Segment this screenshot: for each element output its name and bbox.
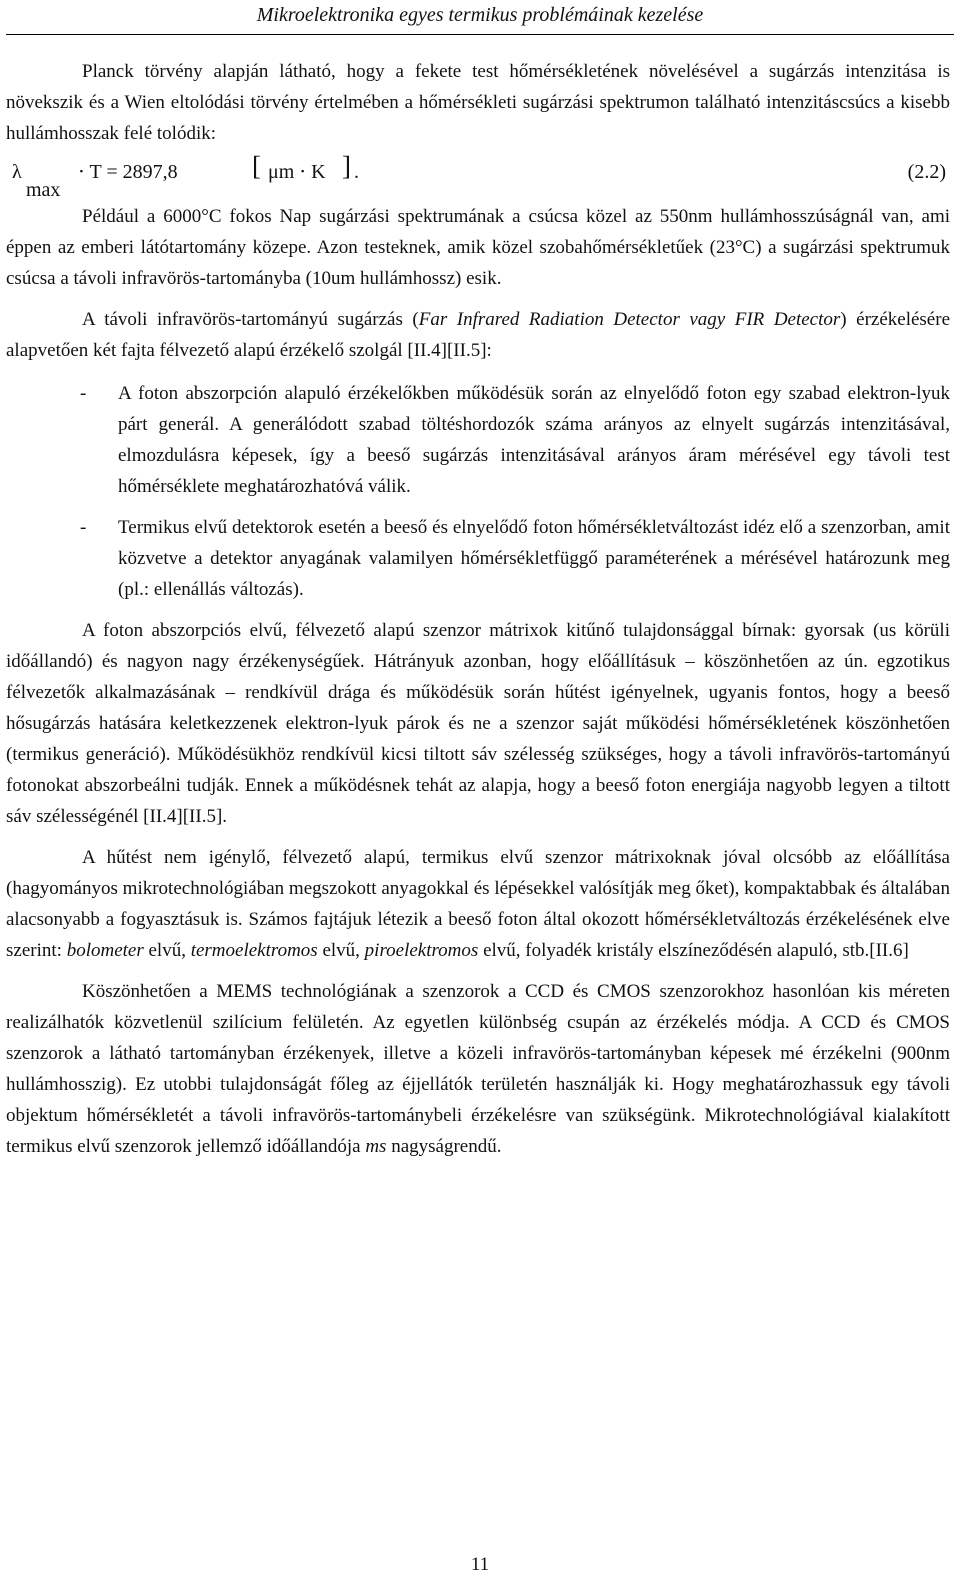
list-item-photon: - A foton abszorpción alapuló érzékelőkben működésük során az elnyelődő foton egy szabad elektron-lyuk párt generál. A generálódott szabad töltéshordozók száma arányos az elnyelt sugárzás intenzitásával, elmozdulásra képesek, így a beeső sugárzás intenzitásával arányos áram mérésével egy távoli test hőmérséklete meghatározhatóvá válik.	[6, 378, 950, 502]
list-item-thermal: - Termikus elvű detektorok esetén a beeső és elnyelődő foton hőmérsékletváltozást idéz elő a szenzorban, amit közvetve a detektor anyagának valamilyen hőmérsékletfüggő paraméterének a mérésével határozunk meg (pl.: ellenállás változás).	[6, 512, 950, 605]
paragraph-sun-spectrum: Például a 6000°C fokos Nap sugárzási spektrumának a csúcsa közel az 550nm hullámhosszúságnál van, ami éppen az emberi látótartomány közepe. Azon testeknek, amik közel szobahőmérsékletűek (23°C) a sugárzási spektrumuk csúcsa a távoli infravörös-tartományba (10um hullámhossz) esik.	[6, 206, 950, 289]
header-rule	[6, 34, 954, 35]
paragraph-planck: Planck törvény alapján látható, hogy a fekete test hőmérsékletének növelésével a sugárzás intenzitása is növekszik és a Wien eltolódási törvény értelmében a hőmérsékleti sugárzási spektrumon található intenzitáscsúcs a kisebb hullámhosszak felé tolódik:	[6, 61, 950, 144]
fir-term: Far Infrared Radiation Detector vagy FIR Detector	[418, 309, 841, 330]
running-header: Mikroelektronika egyes termikus problémáinak kezelése	[256, 4, 704, 26]
equation-unit: μm ⋅ K	[268, 161, 326, 183]
dash-marker: -	[80, 517, 87, 538]
paragraph-mems: Köszönhetően a MEMS technológiának a szenzorok a CCD és CMOS szenzorokhoz hasonlóan kis méreten realizálhatók közvetlenül szilícium felületén. Az egyetlen különbség csupán az érzékelés módja. A CCD és CMOS szenzorok a látható tartományban érzékenyek, illetve a közeli infravörös-tartományban képesek mé érzékelni (900nm hullámhosszig). Ez utobbi tulajdonságát főleg az éjjellátók területén használják ki. Hogy meghatározhassuk egy távoli objektum hőmérsékletét a távoli infravörös-tartománybeli érzékelésre van szükségünk. Mikrotechnológiával kialakított termikus elvű szenzorok jellemző időállandója ms nagyságrendű.	[6, 981, 950, 1157]
page-number: 11	[470, 1554, 490, 1575]
paragraph-photon-matrix: A foton abszorpciós elvű, félvezető alapú szenzor mátrixok kitűnő tulajdonsággal bírnak: gyorsak (us körüli időállandó) és nagyon nagy érzékenységűek. Hátrányuk azonban, hogy előállításuk – köszönhetően az ún. egzotikus félvezetők alkalmazásának – rendkívül drága és működésük során hűtést igényelnek, ugyanis fontos, hogy a beeső hősugárzás hatására keletkezzenek elektron-lyuk párok és ne a szenzor saját működési hőmérsékletének köszönhetően (termikus generáció). Működésükhöz rendkívül kicsi tiltott sáv szélesség szükséges, hogy a távoli infravörös-tartományú fotonokat abszorbeálni tudják. Ennek a működésnek tehát az alapja, hogy a beeső foton energiája nagyobb legyen a tiltott sáv szélességénél [II.4][II.5].	[6, 620, 950, 827]
paragraph-fir-detection: A távoli infravörös-tartományú sugárzás (Far Infrared Radiation Detector vagy FIR Detector) érzékelésére alapvetően két fajta félvezető alapú érzékelő szolgál [II.4][II.5]:	[6, 309, 951, 361]
equation-period: .	[354, 161, 359, 183]
paragraph-uncooled: A hűtést nem igénylő, félvezető alapú, termikus elvű szenzor mátrixoknak jóval olcsóbb az előállítása (hagyományos mikrotechnológiában megszokott anyagokkal és lépésekkel valósítják meg őket), kompaktabbak és általában alacsonyabb a fogyasztásuk is. Számos fajtájuk létezik a beeső foton által okozott hőmérsékletváltozás érzékelésének elve szerint: bolometer elvű, termoelektromos elvű, piroelektromos elvű, folyadék kristály elszíneződésén alapuló, stb.[II.6]	[6, 847, 950, 961]
equation-lambda: λ	[12, 161, 22, 183]
equation-number: (2.2)	[907, 161, 946, 183]
equation-bracket-close: ]	[342, 151, 351, 181]
page-body	[6, 56, 950, 1162]
equation-bracket-open: [	[252, 151, 261, 181]
dash-marker: -	[80, 383, 87, 404]
detector-type-list	[6, 378, 950, 605]
equation-lhs: ⋅ T = 2897,8	[78, 161, 178, 183]
equation-subscript: max	[26, 179, 61, 201]
equation-2-2	[6, 149, 950, 201]
